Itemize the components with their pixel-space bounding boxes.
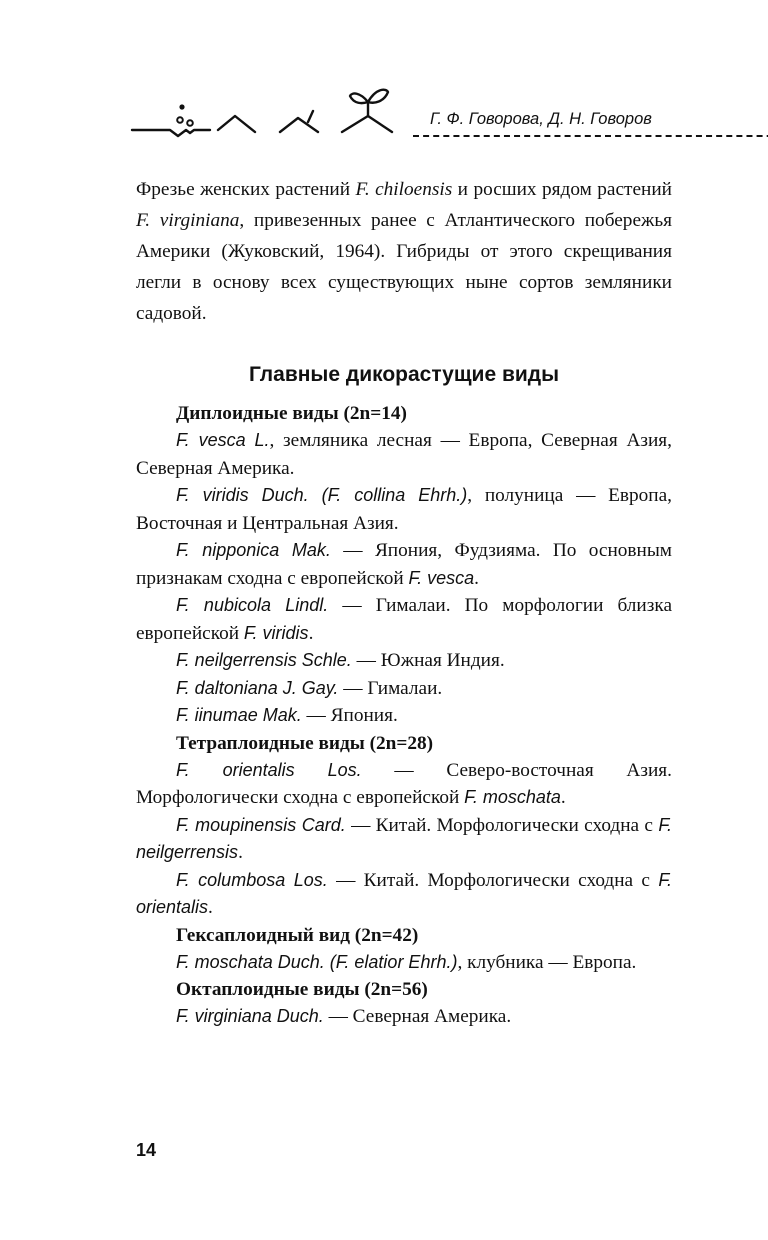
species-name: F. virginiana Duch.	[176, 1006, 324, 1026]
species-entry	[136, 757, 672, 812]
species-entry	[136, 647, 672, 675]
species-description: , полуница — Европа, Восточная и Центральная Азия.	[136, 485, 672, 534]
intro-text-3: , привезенных ранее с Атлантического побережья Америки (Жуковский, 1964). Гибриды от этого скрещивания легли в основу всех существующих ныне сортов земляники садовой.	[136, 210, 672, 324]
species-entry	[136, 812, 672, 867]
species-name: F. daltoniana J. Gay.	[176, 677, 339, 698]
sentence-end: .	[208, 897, 213, 918]
species-description: — Китай. Морфологически сходна с	[327, 869, 659, 891]
species-name: F. moschata Duch. (F. elatior Ehrh.)	[176, 951, 458, 972]
running-header	[130, 80, 670, 140]
species-entry	[136, 537, 672, 592]
species-entry	[136, 482, 672, 537]
sentence-end: .	[474, 567, 479, 589]
species-name: F. neilgerrensis Schle.	[176, 650, 352, 670]
species-reference: F. viridis	[243, 622, 309, 643]
group-title-octoploid: Октаплоидные виды (2n=56)	[176, 979, 428, 1000]
species-entry	[136, 1003, 672, 1031]
section-title: Главные дикорастущие виды	[248, 363, 560, 386]
intro-text-2: и росших рядом растений	[452, 179, 672, 200]
species-description: — Северная Америка.	[323, 1006, 512, 1027]
species-description: , клубника — Европа.	[457, 951, 637, 973]
sprouting-plant-icon	[130, 80, 420, 140]
species-name: F. viridis Duch. (F. collina Ehrh.)	[176, 485, 468, 505]
species-name: F. iinumae Mak.	[176, 705, 302, 725]
species-reference: F. moschata	[464, 787, 561, 807]
species-name: F. orientalis Los.	[176, 759, 362, 780]
species-description: — Южная Индия.	[351, 650, 505, 671]
running-header-authors: Г. Ф. Говорова, Д. Н. Говоров	[430, 110, 652, 128]
sentence-end: .	[560, 787, 566, 808]
species-reference: F. orientalis	[136, 869, 672, 917]
intro-paragraph	[136, 174, 672, 329]
species-name: F. moupinensis Card.	[176, 814, 346, 835]
group-title-tetraploid: Тетраплоидные виды (2n=28)	[176, 732, 434, 754]
species-name: F. chiloensis	[355, 179, 453, 200]
species-entry	[136, 867, 672, 922]
species-name: F. nubicola Lindl.	[176, 595, 329, 615]
species-description: — Северо-восточная Азия. Морфологически сходна с европейской	[136, 759, 672, 808]
group-title-hexaploid: Гексаплоидный вид (2n=42)	[176, 924, 419, 946]
header-dashed-rule	[413, 135, 768, 137]
species-description: — Китай. Морфологически сходна с	[345, 814, 659, 836]
species-name: F. columbosa Los.	[176, 869, 328, 890]
species-description: — Гималаи.	[338, 677, 443, 699]
species-description: , земляника лесная — Европа, Северная Азия, Северная Америка.	[136, 430, 672, 479]
species-reference: F. vesca	[408, 567, 475, 588]
species-entry	[136, 949, 672, 977]
species-name: F. nipponica Mak.	[176, 540, 331, 560]
sentence-end: .	[308, 622, 314, 644]
species-name: F. vesca L.	[176, 430, 270, 450]
page-number: 14	[136, 1140, 157, 1160]
sentence-end: .	[238, 842, 243, 863]
species-description: — Япония, Фудзияма. По основным признакам сходна с европейской	[136, 540, 673, 589]
species-entry	[136, 427, 672, 482]
species-reference: F. neilgerrensis	[136, 814, 672, 862]
intro-text-1: Фрезье женских растений	[136, 179, 356, 200]
species-entry	[136, 702, 672, 730]
species-entry	[136, 592, 672, 647]
group-title-diploid: Диплоидные виды (2n=14)	[176, 403, 407, 424]
page-body	[136, 174, 672, 1031]
species-description: — Гималаи. По морфологии близка европейской	[136, 595, 672, 644]
species-name: F. virginiana	[136, 210, 240, 231]
species-description: — Япония.	[301, 705, 398, 726]
species-entry	[136, 675, 672, 703]
